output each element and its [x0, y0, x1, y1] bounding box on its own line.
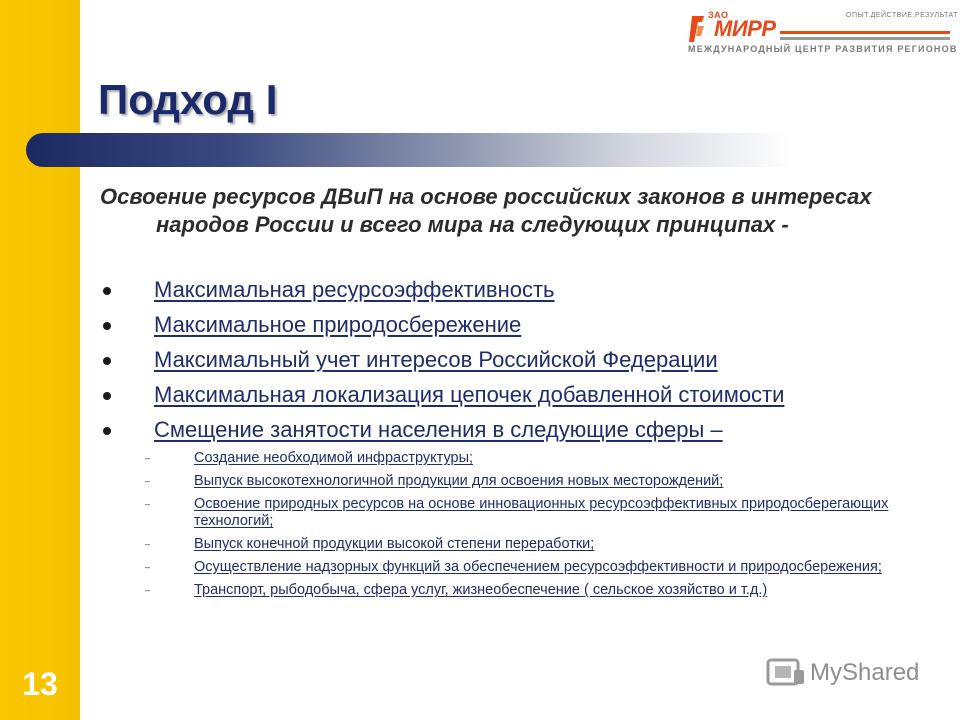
bullet-dot-icon [103, 357, 111, 365]
myshared-logo-icon [766, 656, 806, 690]
principle-link[interactable]: Максимальная локализация цепочек добавленной стоимости [154, 382, 785, 407]
sphere-link[interactable]: Транспорт, рыбодобыча, сфера услуг, жизнеобеспечение ( сельское хозяйство и т.д.) [194, 582, 768, 598]
list-item [100, 346, 940, 381]
sphere-link[interactable]: Выпуск конечной продукции высокой степени переработки; [194, 536, 595, 552]
left-accent-band-fill [0, 0, 80, 720]
logo-motto: ОПЫТ.ДЕЙСТВИЕ.РЕЗУЛЬТАТ [846, 12, 958, 19]
sub-list-item [145, 496, 925, 530]
sphere-link[interactable]: Выпуск высокотехнологичной продукции для освоения новых месторождений; [194, 473, 724, 489]
title-gradient-bar [26, 133, 960, 167]
slide-number: 13 [22, 666, 58, 702]
sub-list-item [145, 450, 925, 467]
principle-link[interactable]: Смещение занятости населения в следующие сферы – [154, 417, 723, 442]
principles-list [100, 276, 940, 451]
list-item [100, 276, 940, 311]
list-item [100, 416, 940, 451]
watermark-text: MyShared [810, 659, 920, 686]
myshared-watermark[interactable] [766, 656, 919, 690]
logo-stripe-orange [780, 31, 950, 34]
sub-list-item [145, 559, 925, 576]
principle-link[interactable]: Максимальная ресурсоэффективность [154, 277, 555, 302]
sub-list-item [145, 582, 925, 599]
bullet-dot-icon [103, 427, 111, 435]
logo-stripe-gray [780, 37, 950, 40]
employment-spheres-list [145, 450, 925, 605]
dash-marker: – [145, 585, 151, 595]
dash-marker: – [145, 539, 151, 549]
principle-link[interactable]: Максимальный учет интересов Российской Федерации [154, 347, 718, 372]
left-accent-band [0, 0, 80, 720]
slide-title: Подход I [98, 76, 278, 123]
sphere-link[interactable]: Осуществление надзорных функций за обеспечением ресурсоэффективности и природосбережения; [194, 559, 882, 575]
sphere-link[interactable]: Создание необходимой инфраструктуры; [194, 450, 474, 466]
dash-marker: – [145, 476, 151, 486]
logo-name: МИРР [714, 16, 776, 41]
bullet-dot-icon [103, 322, 111, 330]
logo-full-name: МЕЖДУНАРОДНЫЙ ЦЕНТР РАЗВИТИЯ РЕГИОНОВ [688, 44, 958, 54]
bullet-dot-icon [103, 287, 111, 295]
sub-list-item [145, 473, 925, 490]
logo-prefix: ЗАО [708, 10, 729, 20]
list-item [100, 381, 940, 416]
list-item [100, 311, 940, 346]
bullet-dot-icon [103, 392, 111, 400]
lead-paragraph: Освоение ресурсов ДВиП на основе российских законов в интересах народов России и всего мира на следующих принципах - [100, 184, 872, 237]
dash-marker: – [145, 562, 151, 572]
principle-link[interactable]: Максимальное природосбережение [154, 312, 522, 337]
dash-marker: – [145, 499, 151, 509]
logo-mark-icon [688, 14, 706, 44]
sub-list-item [145, 536, 925, 553]
dash-marker: – [145, 453, 151, 463]
sphere-link[interactable]: Освоение природных ресурсов на основе инновационных ресурсоэффективных природосберегающих технологий; [194, 496, 889, 529]
company-logo [688, 10, 958, 56]
